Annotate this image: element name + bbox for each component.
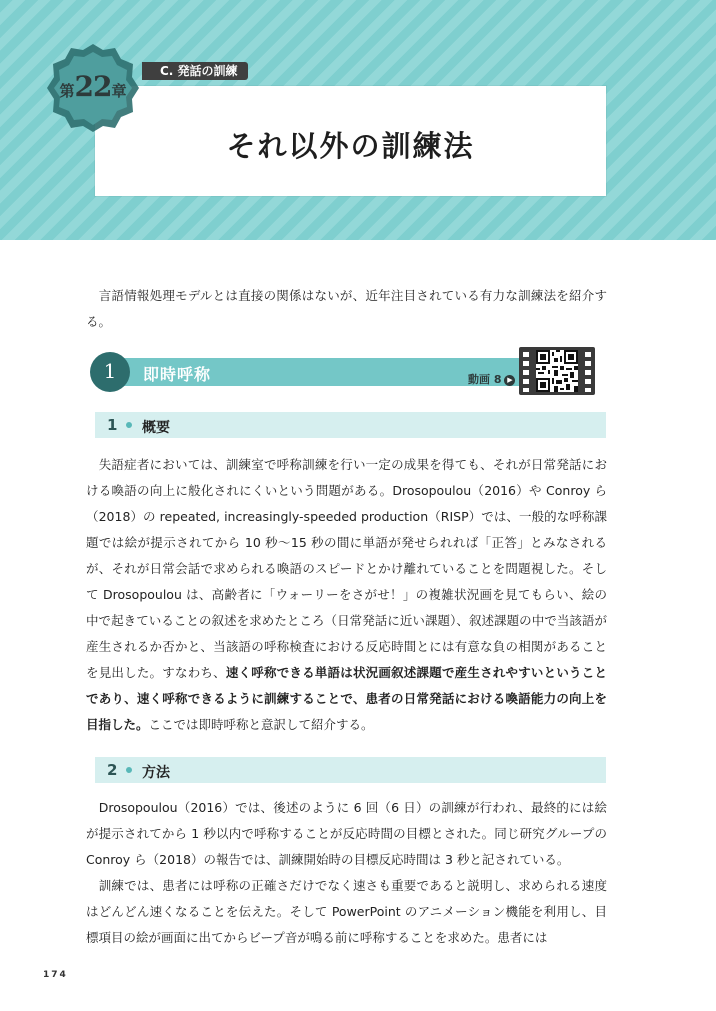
subsection-title-2: 方法 <box>142 765 170 781</box>
badge-number: 22 <box>74 70 112 103</box>
category-label: C. 発話の訓練 <box>142 62 248 80</box>
subsection-title-1: 概要 <box>142 420 170 436</box>
overview-bold-text: 速く呼称できる単語は状況画叙述課題で産生されやすいということであり、速く呼称できるように訓練することで、患者の日常発話における喚語能力の向上を目指した。 <box>86 665 607 732</box>
video-label[interactable] <box>468 371 515 387</box>
subsection-number-1: 1 <box>107 416 118 434</box>
chapter-badge <box>45 40 141 136</box>
subsection-dot-1 <box>126 422 132 428</box>
method-text-1: Drosopoulou（2016）では、後述のように 6 回（6 日）の訓練が行われ、最終的には絵が提示されてから 1 秒以内で呼称することが反応時間の目標とされた。同じ研究グループの Conroy ら（2018）の報告では、訓練開始時の目標反応時間は 3 秒と記されている。 <box>86 800 607 867</box>
overview-paragraph <box>86 452 607 738</box>
method-text-2: 訓練では、患者には呼称の正確さだけでなく速さも重要であると説明し、求められる速度はどんどん速くなることを伝えた。そして PowerPoint のアニメーション機能を利用し、目標項目の絵が画面に出てからビープ音が鳴る前に呼称することを求めた。患者には <box>86 878 607 945</box>
method-paragraph-2 <box>86 873 607 951</box>
intro-text: 言語情報処理モデルとは直接の関係はないが、近年注目されている有力な訓練法を紹介する。 <box>86 288 607 329</box>
qr-pattern <box>536 350 578 392</box>
badge-prefix: 第 <box>59 82 75 100</box>
subsection-number-2: 2 <box>107 761 118 779</box>
video-label-text: 動画 8 <box>468 373 502 386</box>
method-paragraph-1 <box>86 795 607 873</box>
subsection-dot-2 <box>126 767 132 773</box>
play-icon[interactable]: ▶ <box>504 375 515 386</box>
subsection-bar-1 <box>95 412 606 438</box>
page-number: 174 <box>43 970 68 980</box>
chapter-title: それ以外の訓練法 <box>226 129 475 163</box>
title-box <box>95 86 606 196</box>
section-number: 1 <box>103 359 117 383</box>
overview-tail-text: ここでは即時呼称と意訳して紹介する。 <box>148 717 374 732</box>
qr-code[interactable] <box>536 350 578 392</box>
intro-paragraph <box>86 283 607 335</box>
section-title: 即時呼称 <box>143 365 212 384</box>
badge-suffix: 章 <box>111 82 127 100</box>
subsection-bar-2 <box>95 757 606 783</box>
overview-text: 失語症者においては、訓練室で呼称訓練を行い一定の成果を得ても、それが日常発話における喚語の向上に般化されにくいという問題がある。Drosopoulou（2016）や Conroy ら（2018）の repeated, increasingly-speeded production（RISP）では、一般的な呼称課題では絵が提示されてから 10 秒〜15 秒の間に単語が発せられれば「正答」とみなされるが、それが日常会話で求められる喚語のスピードとかけ離れていることを問題視した。そして Drosopoulou は、高齢者に「ウォーリーをさがせ！」の複雑状況画を見てもらい、絵の中で起きていることの叙述を求めたところ（日常発話に近い課題）、叙述課題の中で当該語が産生されるか否かと、当該語の呼称検査における反応時間とには有意な負の相関があることを見出した。すなわち、 <box>86 457 607 680</box>
